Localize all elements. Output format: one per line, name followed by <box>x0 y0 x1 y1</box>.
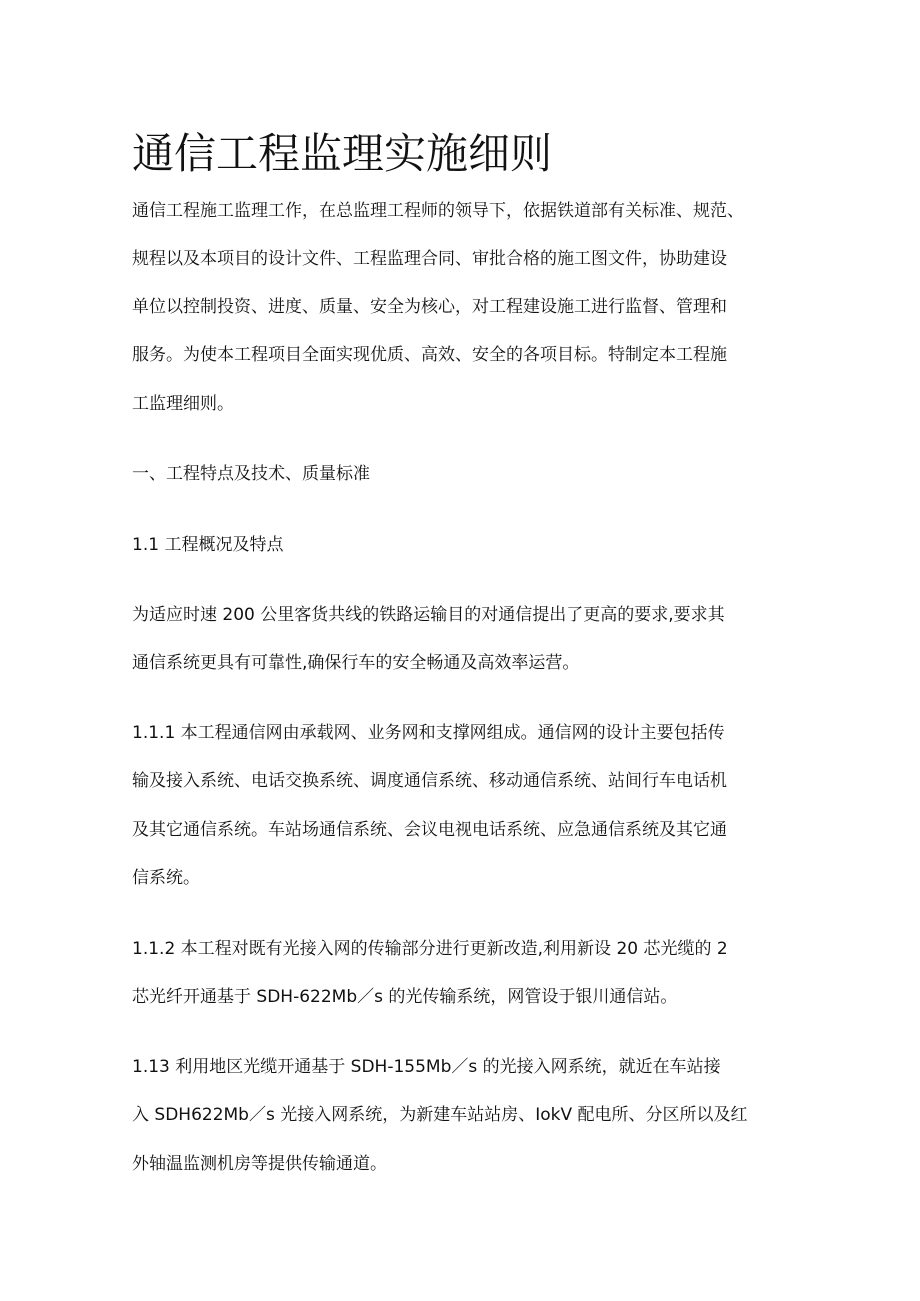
paragraph-1-13-line-3: 外轴温监测机房等提供传输通道。 <box>132 1154 387 1174</box>
paragraph-1-1-line-1: 为适应时速 200 公里客货共线的铁路运输目的对通信提出了更高的要求,要求其 <box>132 605 725 625</box>
paragraph-1-1-2-line-1: 1.1.2 本工程对既有光接入网的传输部分进行更新改造,利用新设 20 芯光缆的 2 <box>132 939 728 959</box>
paragraph-1-1-1-line-2: 输及接入系统、电话交换系统、调度通信系统、移动通信系统、站间行车电话机 <box>132 771 727 791</box>
intro-line-2: 规程以及本项目的设计文件、工程监理合同、审批合格的施工图文件，协助建设 <box>132 249 727 269</box>
paragraph-1-13-line-1: 1.13 利用地区光缆开通基于 SDH-155Mb／s 的光接入网系统，就近在车站接 <box>132 1057 721 1077</box>
paragraph-1-1-1-line-3: 及其它通信系统。车站场通信系统、会议电视电话系统、应急通信系统及其它通 <box>132 820 727 840</box>
section-1-1-heading: 1.1 工程概况及特点 <box>132 535 284 555</box>
intro-line-1: 通信工程施工监理工作，在总监理工程师的领导下，依据铁道部有关标准、规范、 <box>132 201 744 221</box>
paragraph-1-1-1-line-4: 信系统。 <box>132 868 200 888</box>
paragraph-1-1-line-2: 通信系统更具有可靠性,确保行车的安全畅通及高效率运营。 <box>132 653 580 673</box>
section-1-heading: 一、工程特点及技术、质量标准 <box>132 464 370 484</box>
paragraph-1-13-line-2: 入 SDH622Mb／s 光接入网系统，为新建车站站房、IokV 配电所、分区所以及红 <box>132 1105 748 1125</box>
document-title: 通信工程监理实施细则 <box>132 129 553 178</box>
intro-line-4: 服务。为使本工程项目全面实现优质、高效、安全的各项目标。特制定本工程施 <box>132 345 727 365</box>
intro-line-3: 单位以控制投资、进度、质量、安全为核心，对工程建设施工进行监督、管理和 <box>132 297 727 317</box>
paragraph-1-1-1-line-1: 1.1.1 本工程通信网由承载网、业务网和支撑网组成。通信网的设计主要包括传 <box>132 723 725 743</box>
paragraph-1-1-2-line-2: 芯光纤开通基于 SDH-622Mb／s 的光传输系统，网管设于银川通信站。 <box>132 987 678 1007</box>
intro-line-5: 工监理细则。 <box>132 394 234 414</box>
